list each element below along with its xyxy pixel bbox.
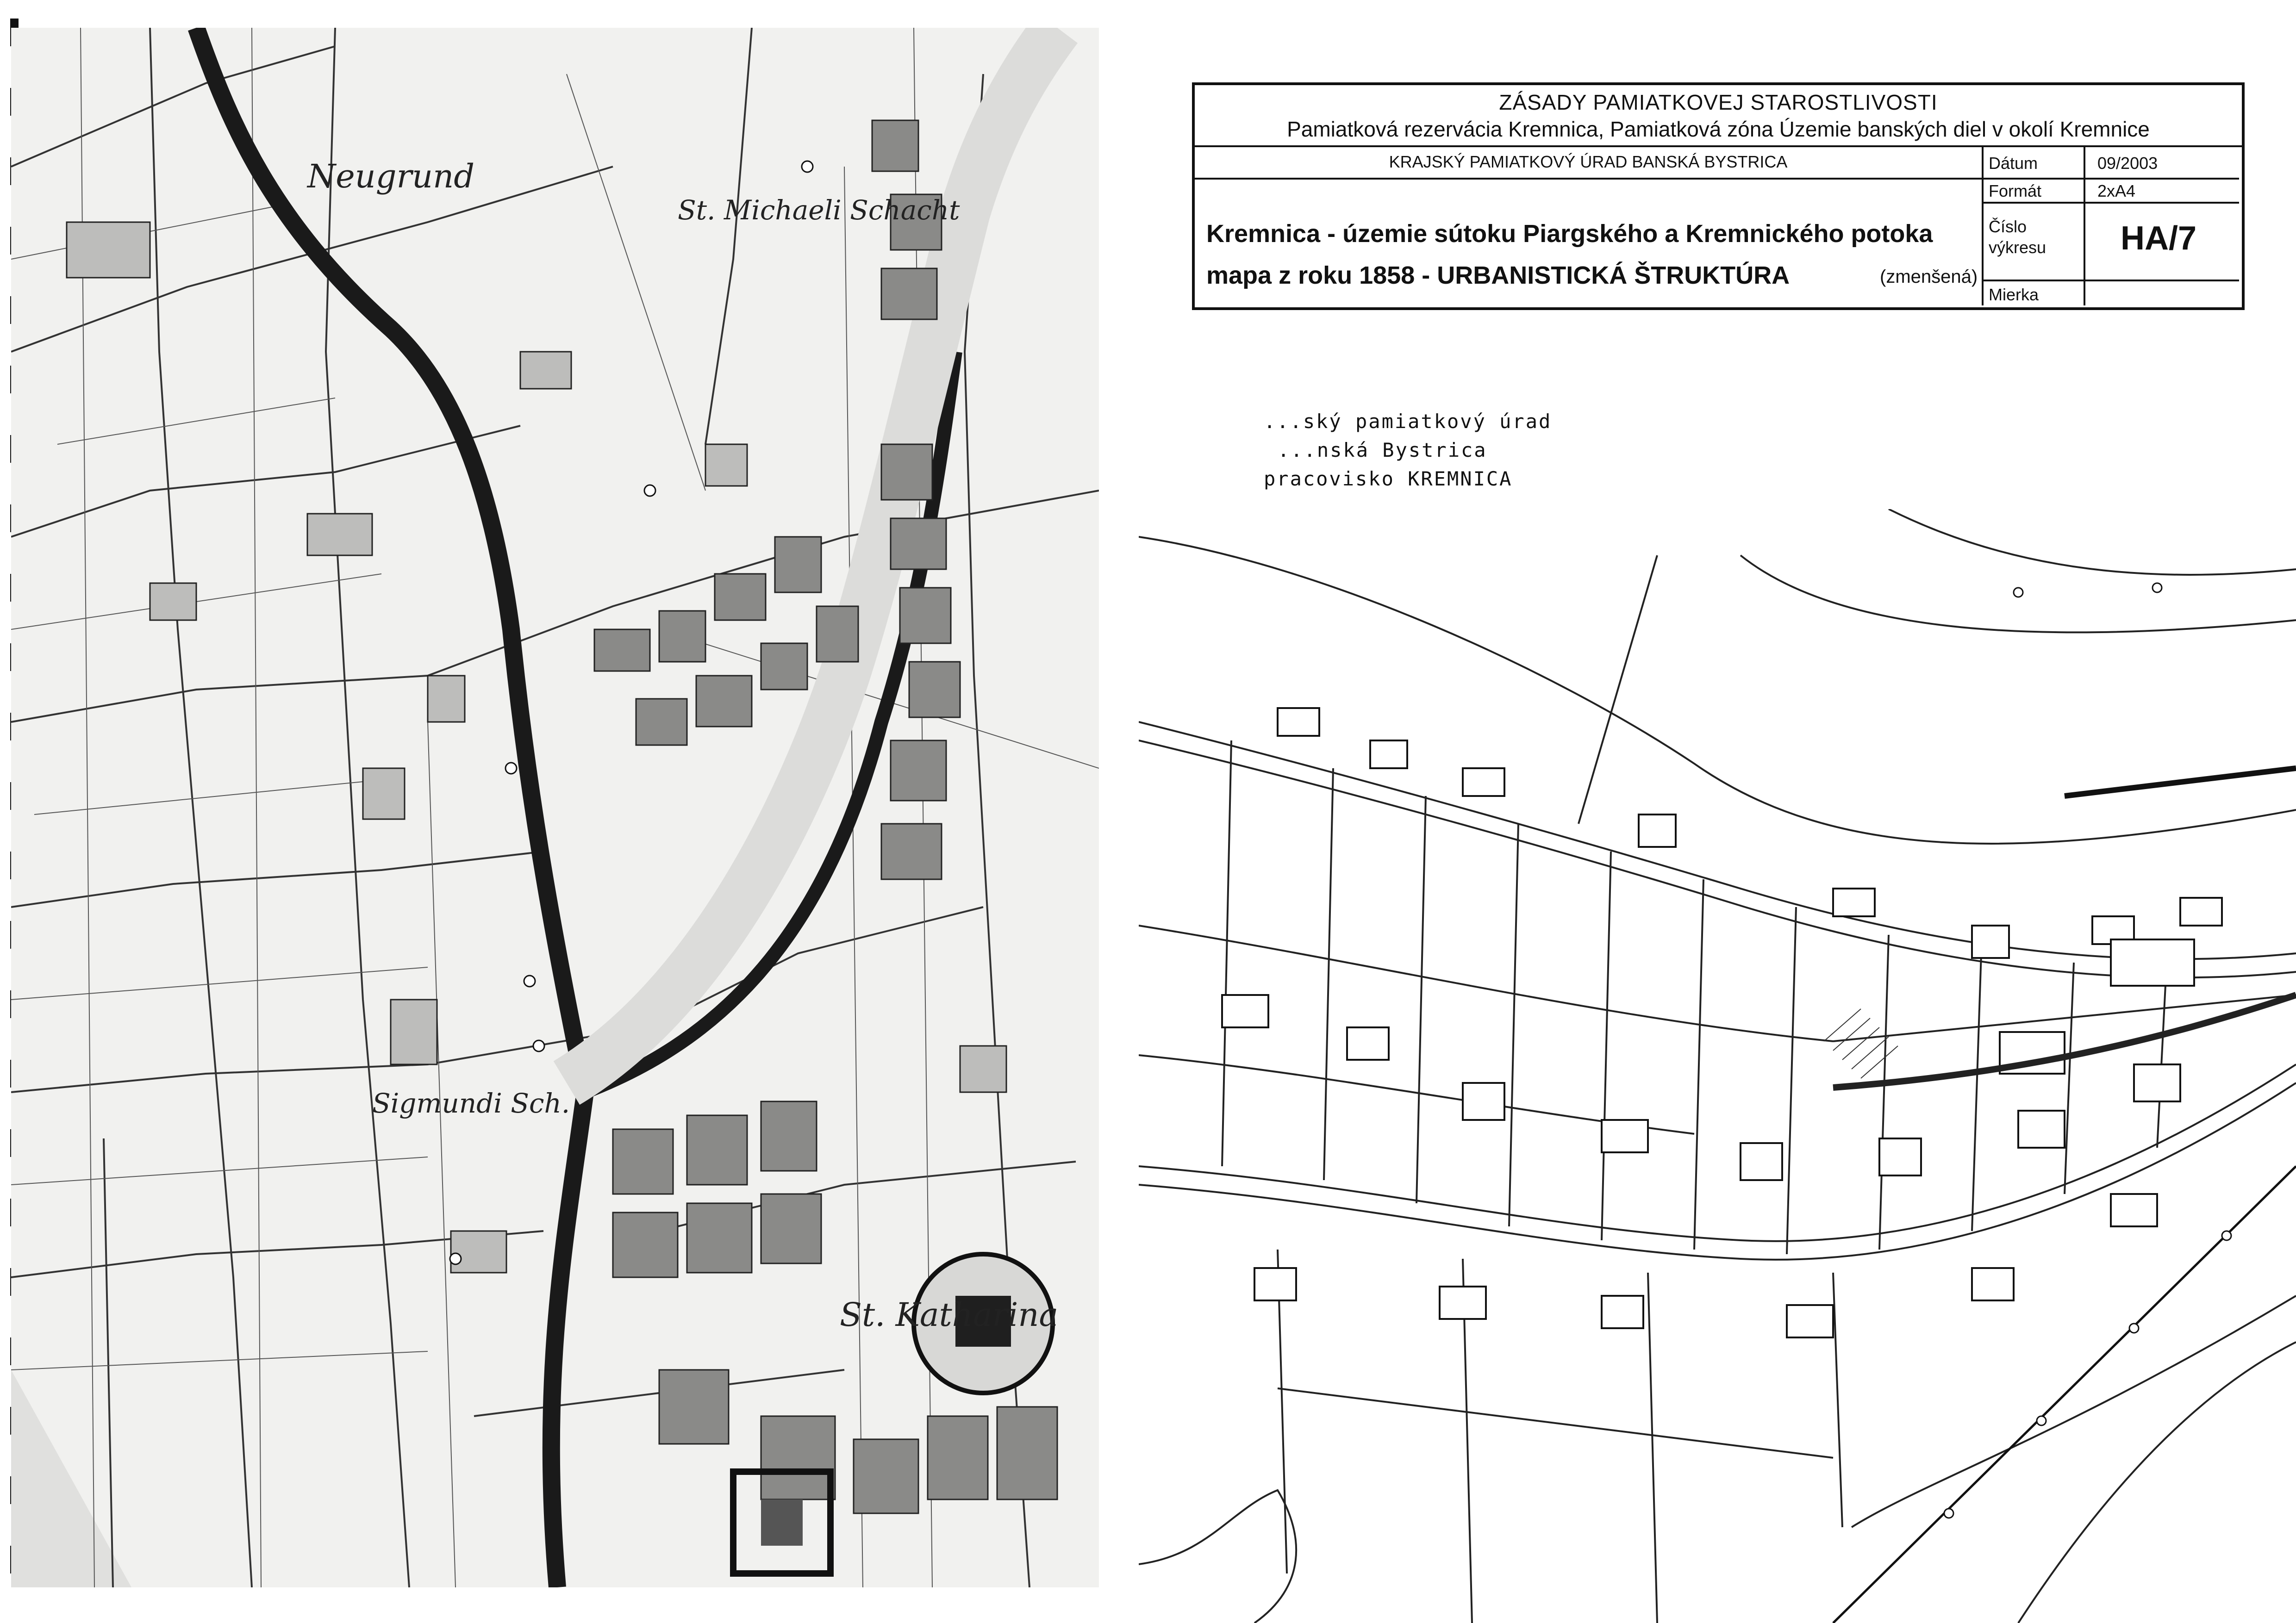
drawing-number-label-1: Číslo (1989, 217, 2027, 236)
drawing-title-line-2: mapa z roku 1858 - URBANISTICKÁ ŠTRUKTÚRA (1206, 261, 1790, 289)
tb-divider (1982, 178, 2239, 180)
drawing-title-line-1: Kremnica - územie sútoku Piargského a Kremnického potoka (1206, 220, 1933, 248)
subheading: Pamiatková rezervácia Kremnica, Pamiatková zóna Územie banských diel v okolí Kremnice (1287, 117, 2150, 141)
date-value: 09/2003 (2097, 154, 2158, 173)
format-label: Formát (1989, 181, 2042, 200)
tb-divider (1982, 202, 2239, 204)
title-block-header (1195, 85, 2242, 147)
reduced-note: (zmenšená) (1880, 267, 1978, 287)
date-label: Dátum (1989, 154, 2038, 173)
office-stamp (1264, 407, 1552, 493)
drawing-number: HA/7 (2121, 220, 2197, 257)
title-block (1192, 82, 2245, 310)
tb-divider (1195, 178, 1982, 180)
stamp-line-3: pracovisko KREMNICA (1264, 467, 1513, 490)
cadastral-map-1858 (11, 28, 1099, 1587)
tb-divider (1982, 145, 1984, 305)
tb-divider (2084, 145, 2085, 305)
stamp-line-2: ...nská Bystrica (1278, 439, 1487, 461)
modern-map-drawing (1139, 509, 2296, 1623)
heading: ZÁSADY PAMIATKOVEJ STAROSTLIVOSTI (1499, 90, 1938, 114)
cadastral-map-modern (1139, 509, 2296, 1623)
map-label-st-michael: St. Michaeli Schacht (678, 194, 960, 226)
map-label-st-katharina: St. Katharina (840, 1296, 1059, 1334)
scale-label: Mierka (1989, 285, 2039, 304)
stamp-line-1: ...ský pamiatkový úrad (1264, 410, 1552, 433)
cadastral-map-drawing (11, 28, 1099, 1587)
map-label-neugrund: Neugrund (307, 157, 475, 195)
format-value: 2xA4 (2097, 181, 2136, 200)
drawing-number-label-2: výkresu (1989, 238, 2046, 257)
map-label-sigmund: Sigmundi Sch. (372, 1088, 570, 1119)
tb-divider (1982, 280, 2239, 281)
office-name: KRAJSKÝ PAMIATKOVÝ ÚRAD BANSKÁ BYSTRICA (1389, 152, 1788, 171)
